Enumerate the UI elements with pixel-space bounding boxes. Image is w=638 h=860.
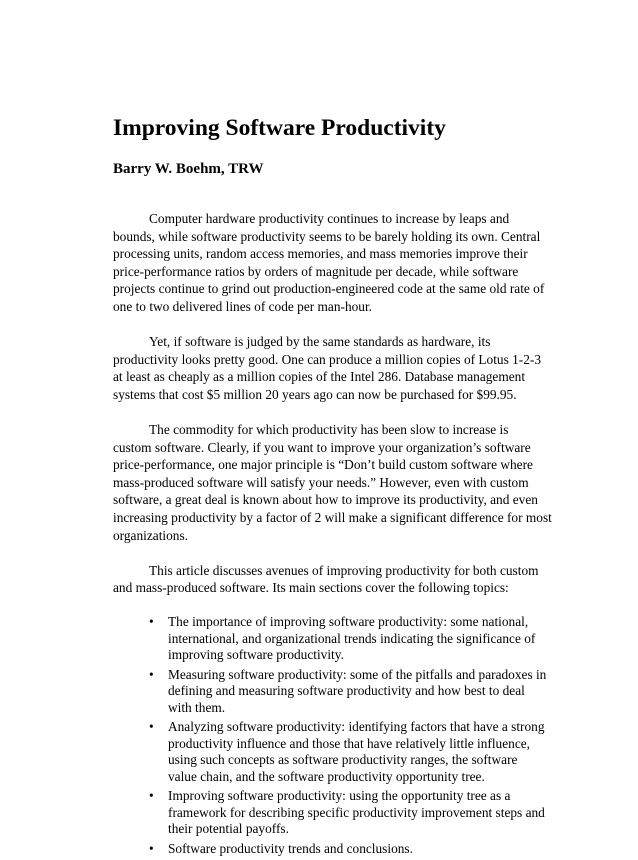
- text-line: projects continue to grind out production-engineered code at the same old rate of: [113, 281, 545, 297]
- text-line: value chain, and the software productivity opportunity tree.: [168, 768, 485, 784]
- text-line: framework for describing specific productivity improvement steps and: [168, 804, 545, 820]
- text-line: Measuring software productivity: some of the pitfalls and paradoxes in: [168, 666, 547, 682]
- list-item: [149, 666, 547, 717]
- bullet-icon: •: [149, 614, 154, 630]
- bullet-icon: •: [149, 666, 154, 682]
- text-line: Yet, if software is judged by the same standards as hardware, its: [149, 334, 491, 350]
- paragraph-3: [113, 421, 552, 544]
- paragraph-4: [113, 562, 539, 597]
- bullet-icon: •: [149, 840, 154, 856]
- text-line: bounds, while software productivity seems to be barely holding its own. Central: [113, 228, 541, 244]
- text-line: their potential payoffs.: [168, 821, 289, 837]
- text-line: Software productivity trends and conclusions.: [168, 840, 413, 856]
- list-item: [149, 614, 536, 664]
- text-line: This article discusses avenues of improving productivity for both custom: [149, 562, 539, 578]
- text-line: processing units, random access memories, and mass memories improve their: [113, 246, 528, 262]
- list-item: [149, 719, 545, 785]
- text-line: productivity influence and those that have relatively little influence,: [168, 735, 531, 751]
- list-item: [149, 840, 533, 858]
- text-line: and mass-produced software. Its main sections cover the following topics:: [113, 580, 509, 596]
- text-line: The importance of improving software productivity: some national,: [168, 614, 529, 630]
- text-line: mass-produced software will satisfy your needs.” However, even with custom: [113, 474, 529, 490]
- text-line: productivity looks pretty good. One can produce a million copies of Lotus 1-2-3: [113, 351, 542, 367]
- paragraph-2: [113, 333, 542, 403]
- author-line: Barry W. Boehm, TRW: [113, 161, 264, 177]
- text-line: Improving software productivity: using the opportunity tree as a: [168, 788, 511, 804]
- topic-list: [113, 614, 547, 857]
- bullet-icon: •: [149, 719, 154, 735]
- text-line: systems that cost $5 million 20 years ago can now be purchased for $99.95.: [113, 386, 517, 402]
- paragraph-1: [113, 210, 545, 316]
- document-title: Improving Software Productivity: [113, 115, 446, 141]
- text-line: price-performance, one major principle is “Don’t build custom software where: [113, 457, 533, 473]
- text-line: with them.: [168, 699, 226, 715]
- text-line: improving software productivity.: [168, 647, 344, 663]
- text-line: organizations.: [113, 527, 188, 543]
- text-line: at least as cheaply as a million copies of the Intel 286. Database management: [113, 369, 526, 385]
- text-line: increasing productivity by a factor of 2 will make a significant difference for most: [113, 509, 552, 525]
- text-line: Analyzing software productivity: identifying factors that have a strong: [168, 719, 545, 735]
- bullet-icon: •: [149, 788, 154, 804]
- text-line: one to two delivered lines of code per man-hour.: [113, 298, 373, 314]
- list-item: [149, 788, 545, 838]
- text-line: defining and measuring software productivity and how best to deal: [168, 683, 525, 699]
- text-line: software, a great deal is known about how to improve its productivity, and even: [113, 492, 538, 508]
- text-line: Computer hardware productivity continues to increase by leaps and: [149, 211, 510, 226]
- text-line: The commodity for which productivity has been slow to increase is: [149, 421, 509, 437]
- text-line: international, and organizational trends indicating the significance of: [168, 630, 536, 646]
- document-body: [113, 210, 552, 860]
- text-line: price-performance ratios by orders of magnitude per decade, while software: [113, 263, 519, 279]
- text-line: using such concepts as software productivity ranges, the software: [168, 752, 518, 768]
- text-line: custom software. Clearly, if you want to improve your organization’s software: [113, 439, 531, 455]
